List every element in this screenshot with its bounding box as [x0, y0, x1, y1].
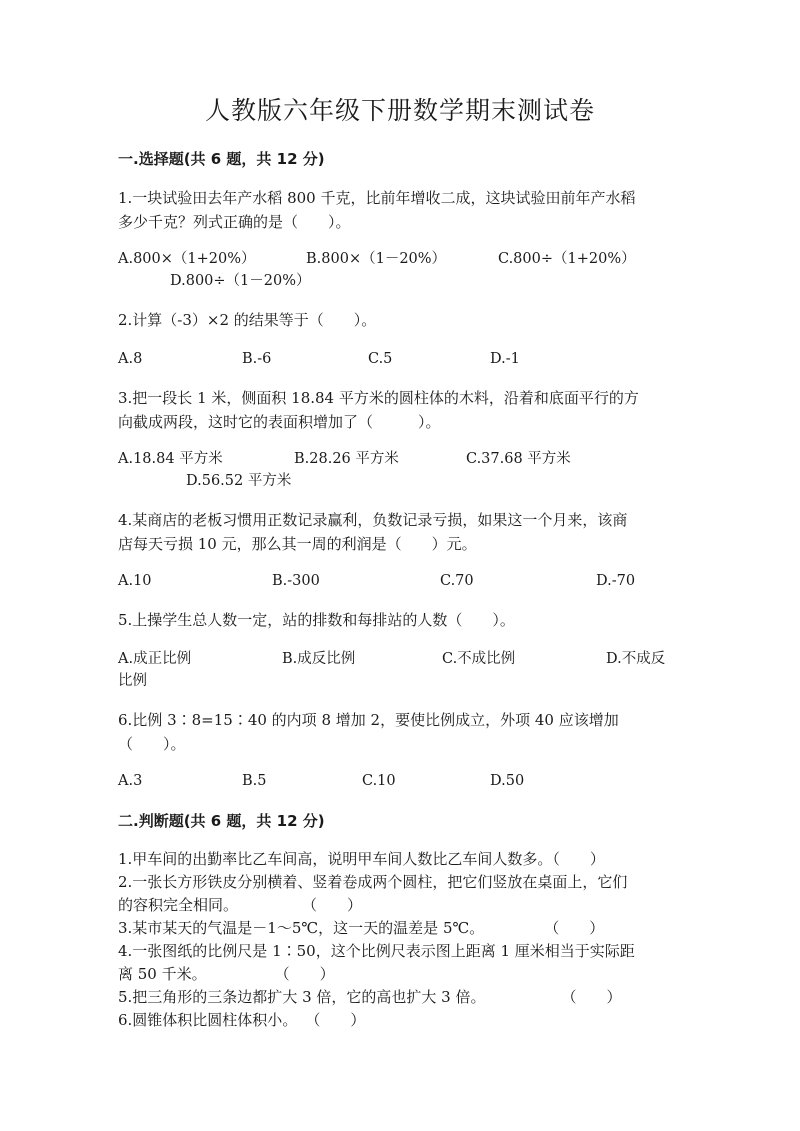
question-3-line1: 3.把一段长 1 米，侧面积 18.84 平方米的圆柱体的木料，沿着和底面平行的方	[118, 389, 639, 407]
question-5-option-d: D.不成反	[606, 651, 666, 667]
judge-item-2-text2: 的容积完全相同。	[118, 896, 239, 914]
question-3-option-d: D.56.52 平方米	[186, 473, 292, 489]
question-4-option-a: A.10	[118, 573, 152, 589]
question-6-line2: （ ）。	[118, 735, 186, 753]
question-2-option-c: C.5	[368, 351, 393, 367]
question-4-option-b: B.-300	[272, 573, 320, 589]
judge-item-4-answer-blank: （ ）	[274, 965, 335, 983]
question-1-option-d: D.800÷（1－20%）	[170, 273, 311, 289]
judge-item-1-text: 1.甲车间的出勤率比乙车间高，说明甲车间人数比乙车间人数多。（ ）	[118, 850, 605, 868]
question-1-option-a: A.800×（1+20%）	[118, 251, 256, 267]
question-6-option-a: A.3	[118, 773, 143, 789]
question-5-line1: 5.上操学生总人数一定，站的排数和每排站的人数（ ）。	[118, 611, 515, 629]
question-6-option-d: D.50	[490, 773, 525, 789]
judge-item-4-text2: 离 50 千米。	[118, 965, 207, 983]
judge-item-2-answer-blank: （ ）	[302, 896, 363, 914]
question-4	[118, 508, 678, 556]
question-6-line1: 6.比例 3∶8=15∶40 的内项 8 增加 2，要使比例成立，外项 40 应该增加	[118, 711, 619, 729]
question-1	[118, 186, 678, 234]
question-6-option-c: C.10	[362, 773, 396, 789]
question-1-line2: 多少千克？列式正确的是（ ）。	[118, 213, 351, 231]
judge-item-1	[118, 848, 678, 871]
judge-item-3-text: 3.某市某天的气温是－1～5℃，这一天的温差是 5℃。	[118, 919, 485, 937]
page-title: 人教版六年级下册数学期末测试卷	[204, 96, 595, 125]
question-2-option-b: B.-6	[242, 351, 272, 367]
question-5-option-d-wrap: 比例	[118, 673, 147, 689]
question-4-line1: 4.某商店的老板习惯用正数记录赢利，负数记录亏损，如果这一个月来，该商	[118, 511, 628, 529]
question-5-option-c: C.不成比例	[442, 651, 516, 667]
question-1-option-b: B.800×（1－20%）	[306, 251, 447, 267]
judge-item-3-answer-blank: （ ）	[544, 919, 605, 937]
judge-item-4-text: 4.一张图纸的比例尺是 1∶50，这个比例尺表示图上距离 1 厘米相当于实际距	[118, 942, 635, 960]
question-5-option-b: B.成反比例	[282, 651, 356, 667]
judge-item-6	[118, 1009, 678, 1032]
question-1-option-c: C.800÷（1+20%）	[498, 251, 636, 267]
question-2-line1: 2.计算（-3）×2 的结果等于（ ）。	[118, 311, 377, 329]
judge-item-4	[118, 940, 678, 986]
judge-item-5-text: 5.把三角形的三条边都扩大 3 倍，它的高也扩大 3 倍。	[118, 988, 486, 1006]
question-4-option-c: C.70	[440, 573, 474, 589]
judge-item-6-answer-blank: （ ）	[305, 1011, 366, 1029]
judge-item-5	[118, 986, 678, 1009]
question-2-option-d: D.-1	[490, 351, 520, 367]
question-3-option-b: B.28.26 平方米	[294, 451, 399, 467]
question-2-option-a: A.8	[118, 351, 143, 367]
judge-item-3	[118, 917, 678, 940]
question-3-option-a: A.18.84 平方米	[118, 451, 223, 467]
judge-item-2-text: 2.一张长方形铁皮分别横着、竖着卷成两个圆柱，把它们竖放在桌面上，它们	[118, 873, 628, 891]
judge-item-2	[118, 871, 678, 917]
question-6	[118, 708, 678, 756]
question-3	[118, 386, 678, 434]
question-6-option-b: B.5	[242, 773, 267, 789]
question-1-line1: 1.一块试验田去年产水稻 800 千克，比前年增收二成，这块试验田前年产水稻	[118, 189, 636, 207]
question-4-option-d: D.-70	[596, 573, 636, 589]
question-5-option-a: A.成正比例	[118, 651, 192, 667]
question-5	[118, 608, 678, 632]
judge-item-5-answer-blank: （ ）	[561, 988, 622, 1006]
section-heading-true-false: 二.判断题(共 6 题，共 12 分)	[118, 812, 325, 830]
question-4-line2: 店每天亏损 10 元，那么其一周的利润是（ ）元。	[118, 535, 477, 553]
section-heading-multiple-choice: 一.选择题(共 6 题，共 12 分)	[118, 150, 325, 168]
question-3-option-c: C.37.68 平方米	[466, 451, 571, 467]
judge-item-6-text: 6.圆锥体积比圆柱体积小。	[118, 1011, 298, 1029]
question-2	[118, 308, 678, 332]
question-3-line2: 向截成两段，这时它的表面积增加了（ ）。	[118, 413, 441, 431]
